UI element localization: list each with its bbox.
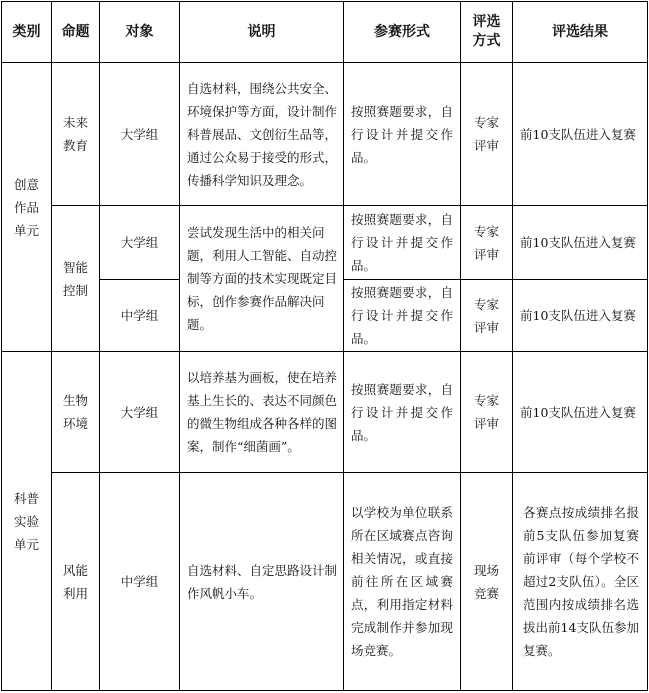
form-standard: 按照赛题要求，自行设计并提交作品。 [344,63,461,206]
table-row [2,352,648,473]
topic-future-education: 未来教育 [52,63,100,206]
target-middle-school: 中学组 [100,473,180,691]
target-university: 大学组 [100,206,180,280]
topic-bio-environment: 生物环境 [52,352,100,473]
table-row [2,206,648,280]
topic-wind-energy: 风能利用 [52,473,100,691]
result-top10: 前10支队伍进入复赛 [513,352,648,473]
method-onsite: 现场竞赛 [461,473,513,691]
header-result: 评选结果 [513,2,648,63]
header-row [2,2,648,63]
method-expert: 专家评审 [461,206,513,280]
description-future-education: 自选材料，围绕公共安全、环境保护等方面，设计制作科普展品、文创衍生品等，通过公众易于接受的形式，传播科学知识及理念。 [180,63,344,206]
description-wind-energy: 自选材料、自定思路设计制作风帆小车。 [180,473,344,691]
form-standard: 按照赛题要求，自行设计并提交作品。 [344,280,461,352]
form-onsite: 以学校为单位联系所在区域赛点咨询相关情况，或直接前往所在区域赛点，利用指定材料完成制作并参加现场竞赛。 [344,473,461,691]
method-expert: 专家评审 [461,280,513,352]
category-creative: 创意作品单元 [2,63,52,352]
topic-smart-control: 智能控制 [52,206,100,352]
method-expert: 专家评审 [461,63,513,206]
form-standard: 按照赛题要求，自行设计并提交作品。 [344,352,461,473]
table-row [2,473,648,691]
result-top10: 前10支队伍进入复赛 [513,206,648,280]
form-standard: 按照赛题要求，自行设计并提交作品。 [344,206,461,280]
header-method: 评选方式 [461,2,513,63]
header-topic: 命题 [52,2,100,63]
target-university: 大学组 [100,63,180,206]
result-wind: 各赛点按成绩排名报前5支队伍参加复赛前评审（每个学校不超过2支队伍）。全区范围内按成绩排名选拔出前14支队伍参加复赛。 [513,473,648,691]
competition-table [1,1,648,691]
method-expert: 专家评审 [461,352,513,473]
header-category: 类别 [2,2,52,63]
target-university: 大学组 [100,352,180,473]
target-middle-school: 中学组 [100,280,180,352]
result-top10: 前10支队伍进入复赛 [513,280,648,352]
result-top10: 前10支队伍进入复赛 [513,63,648,206]
header-form: 参赛形式 [344,2,461,63]
description-bio-environment: 以培养基为画板，使在培养基上生长的、表达不同颜色的微生物组成各种各样的图案，制作“细菌画”。 [180,352,344,473]
table-row [2,63,648,206]
header-target: 对象 [100,2,180,63]
category-science: 科普实验单元 [2,352,52,691]
header-description: 说明 [180,2,344,63]
description-smart-control: 尝试发现生活中的相关问题，利用人工智能、自动控制等方面的技术实现既定目标，创作参赛作品解决问题。 [180,206,344,352]
